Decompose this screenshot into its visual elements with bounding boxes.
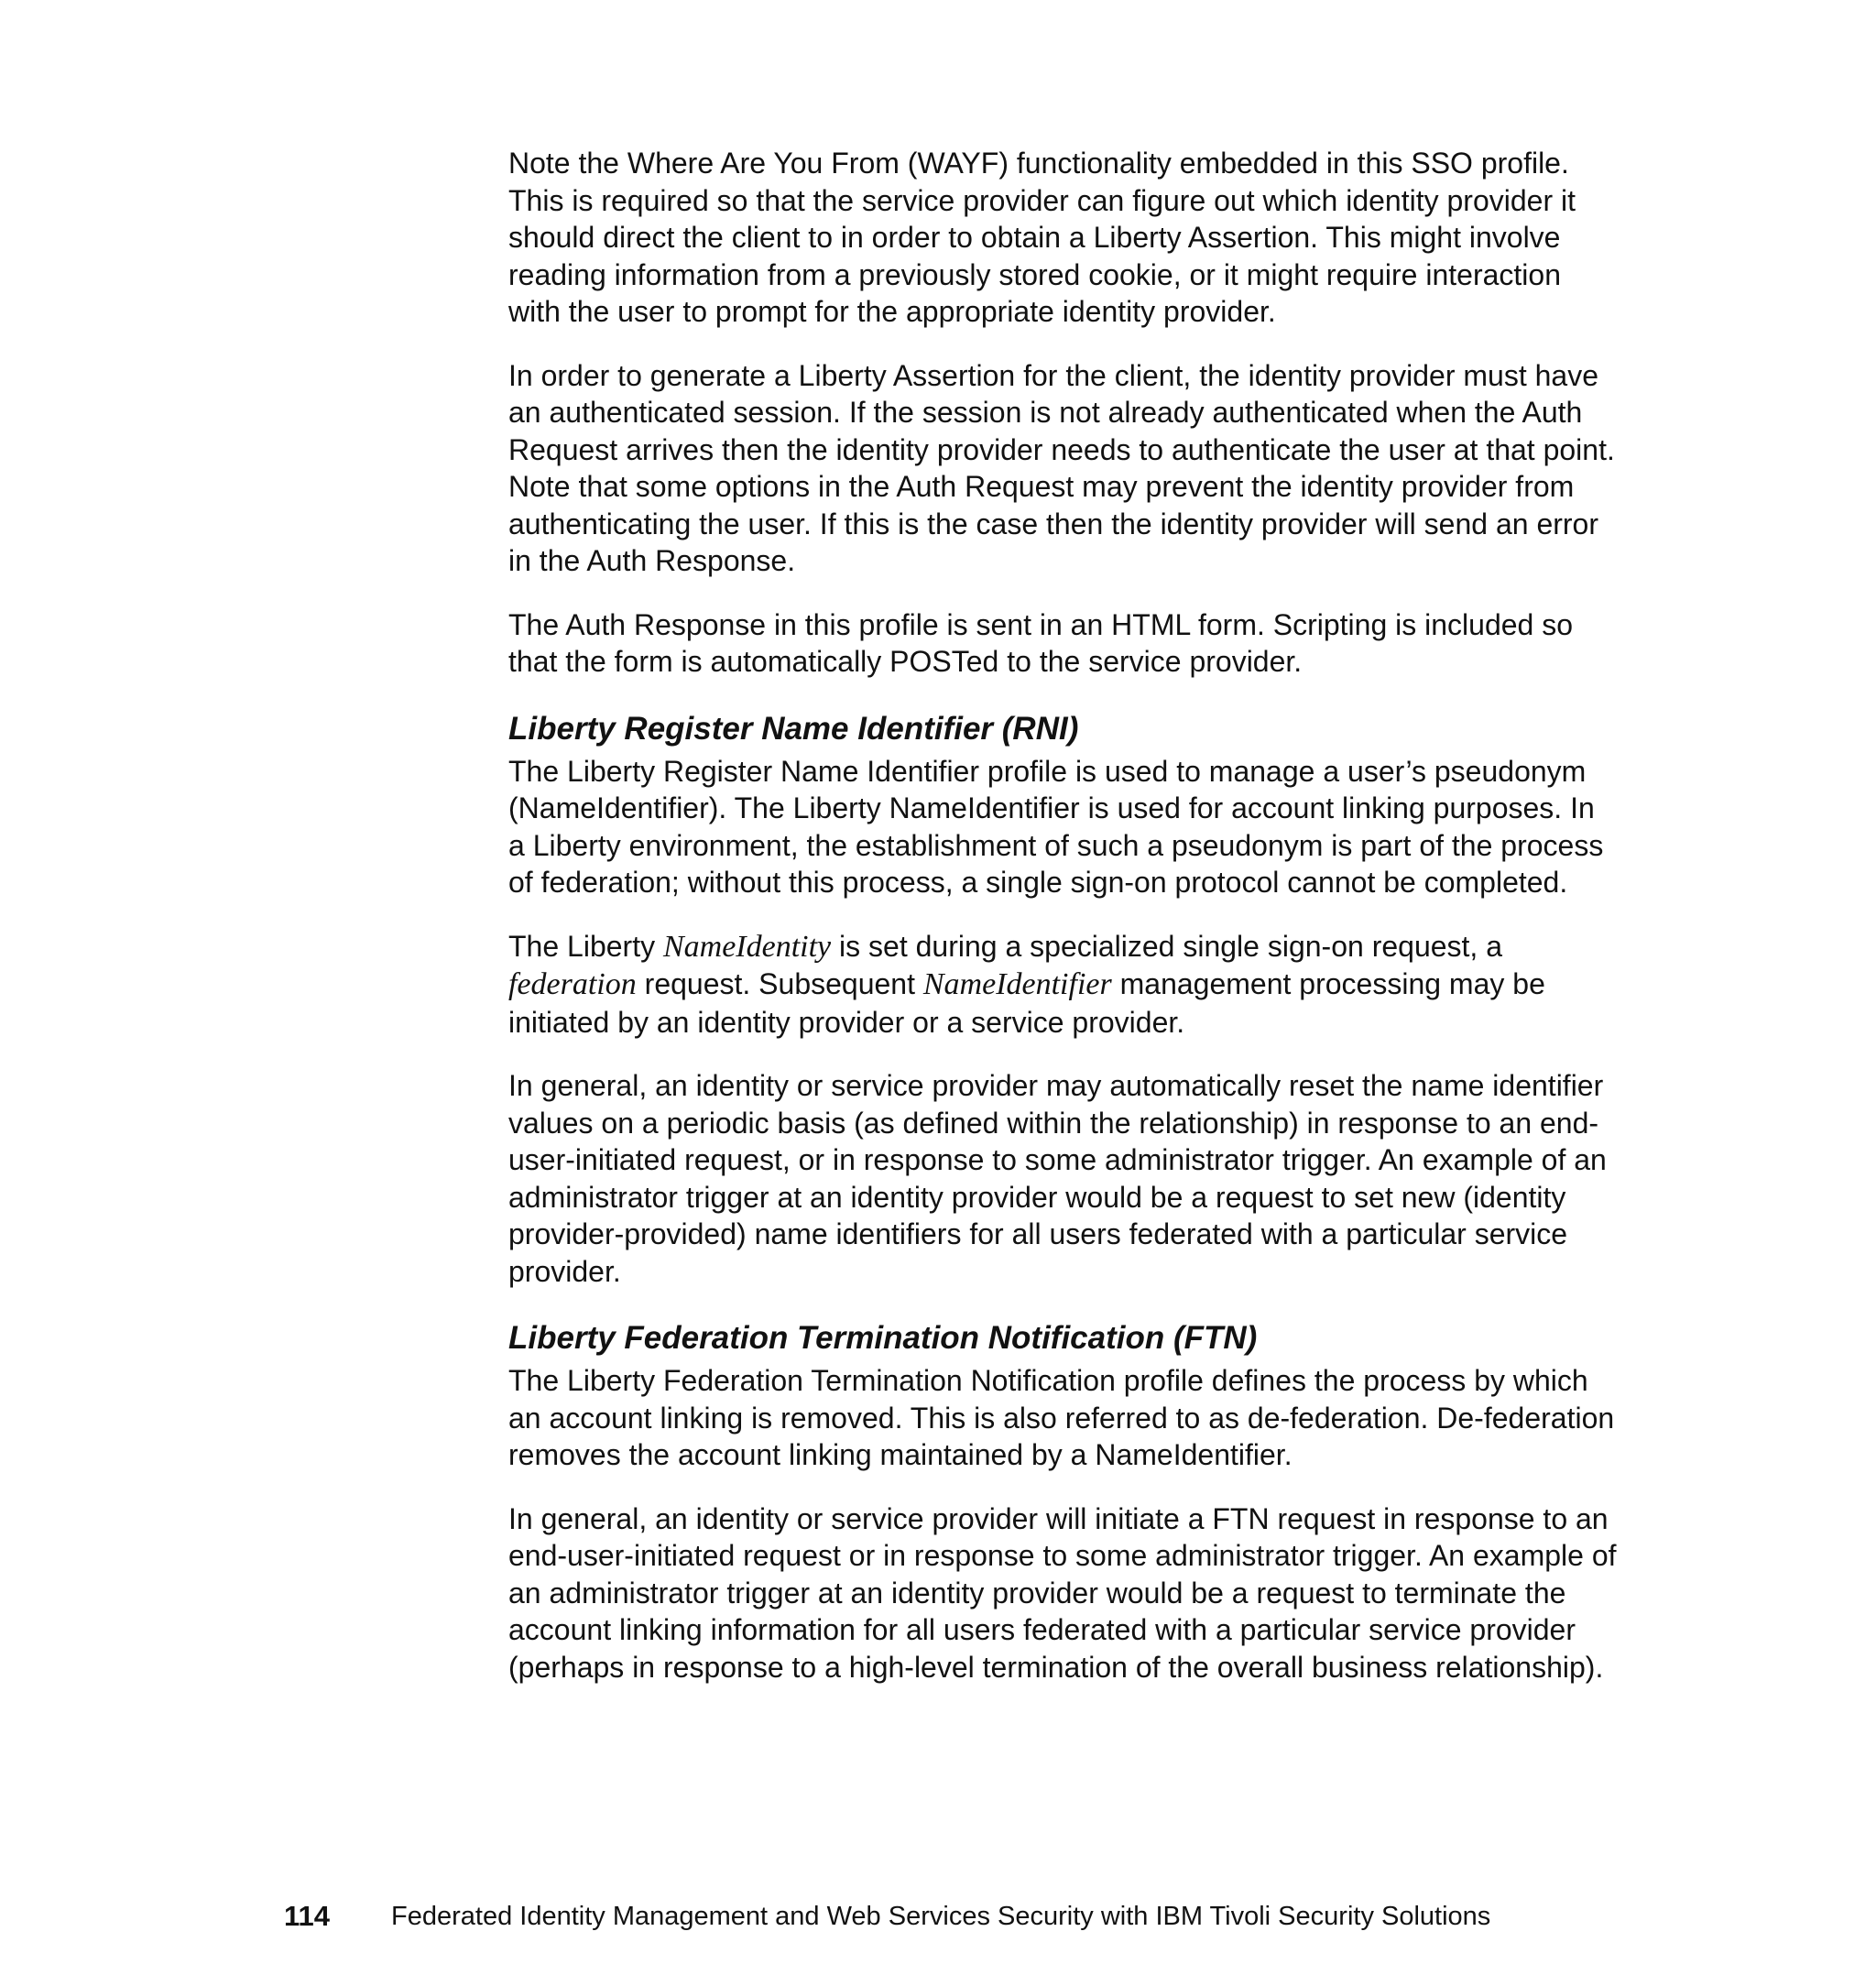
page-footer [284, 1896, 1658, 1937]
page-body [508, 145, 1617, 1712]
term-nameidentifier: NameIdentifier [922, 967, 1112, 1001]
page-number: 114 [284, 1900, 331, 1932]
paragraph-ftn-intro: The Liberty Federation Termination Notification profile defines the process by which an account linking is removed. This is also referred to as de-federation. De-federation removes the account linking maintained by a NameIdentifier. [508, 1364, 1615, 1471]
term-nameidentity: NameIdentity [662, 929, 832, 964]
section-heading-rni: Liberty Register Name Identifier (RNI) [508, 710, 1079, 747]
paragraph-wayf: Note the Where Are You From (WAYF) functionality embedded in this SSO profile. This is required so that the service provider can figure out which identity provider it should direct the client to in order to obtain a Liberty Assertion. This might involve reading information from a previously stored cookie, or it might require interaction with the user to prompt for the appropriate identity provider. [508, 147, 1576, 328]
text-fragment: request. Subsequent [636, 967, 923, 1000]
section-heading-ftn: Liberty Federation Termination Notification (FTN) [508, 1320, 1258, 1356]
term-federation: federation [508, 967, 637, 1001]
paragraph-authentication: In order to generate a Liberty Assertion for the client, the identity provider must have an authenticated session. If the session is not already authenticated when the Auth Request arrives then the identity provider needs to authenticate the user at that point. Note that some options in the Auth Request may prevent the identity provider from authenticating the user. If this is the case then the identity provider will send an error in the Auth Response. [508, 358, 1615, 577]
paragraph-ftn-request: In general, an identity or service provider will initiate a FTN request in response to an end-user-initiated request or in response to some administrator trigger. An example of an administrator trigger at an identity provider would be a request to terminate the account linking information for all users federated with a particular service provider (perhaps in response to a high-level termination of the overall business relationship). [508, 1501, 1617, 1684]
book-title: Federated Identity Management and Web Services Security with IBM Tivoli Security Solutions [391, 1902, 1491, 1931]
paragraph-rni-intro: The Liberty Register Name Identifier profile is used to manage a user’s pseudonym (NameIdentifier). The Liberty NameIdentifier is used for account linking purposes. In a Liberty environment, the establishment of such a pseudonym is part of the process of federation; without this process, a single sign-on protocol cannot be completed. [508, 754, 1604, 899]
text-fragment: is set during a specialized single sign-on request, a [831, 929, 1502, 963]
paragraph-rni-reset: In general, an identity or service provider may automatically reset the name identifier values on a periodic basis (as defined within the relationship) in response to an end-user-initiated request, or in response to some administrator trigger. An example of an administrator trigger at an identity provider would be a request to set new (identity provider-provided) name identifiers for all users federated with a particular service provider. [508, 1069, 1607, 1288]
paragraph-auth-response: The Auth Response in this profile is sent in an HTML form. Scripting is included so that the form is automatically POSTed to the service provider. [508, 607, 1574, 678]
text-fragment: management processing may be initiated by an identity provider or a service provider. [508, 967, 1545, 1039]
paragraph-rni-nameidentity [508, 928, 1617, 1042]
text-fragment: The Liberty [508, 929, 663, 963]
